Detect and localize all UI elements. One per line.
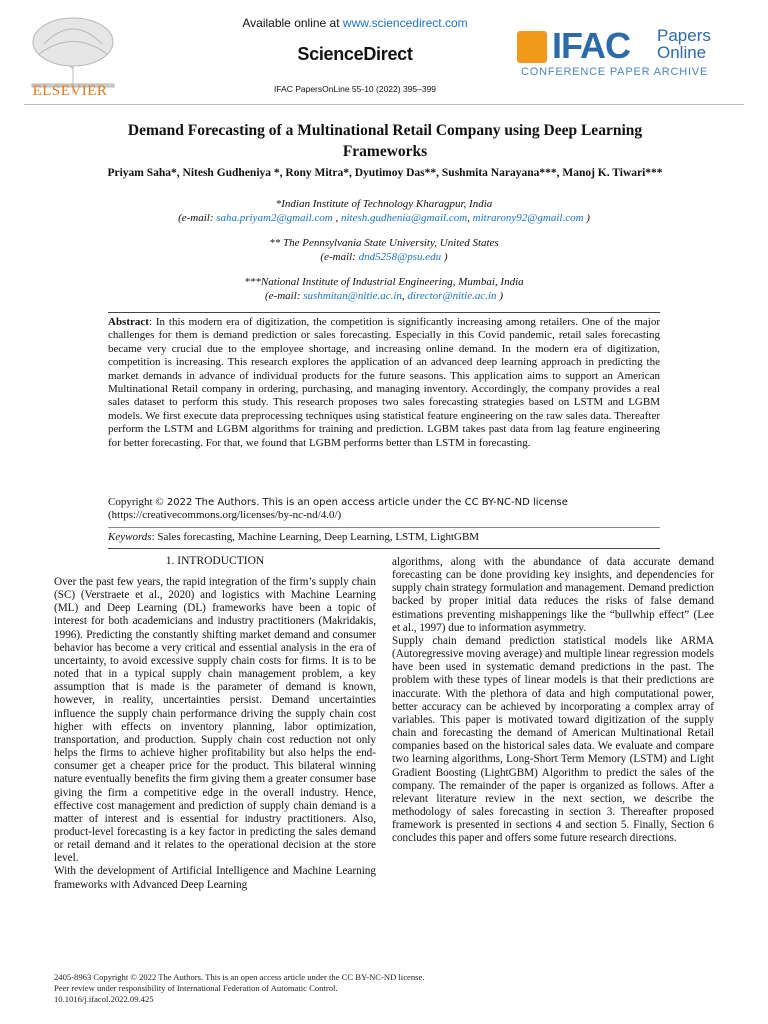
elsevier-wordmark: ELSEVIER — [32, 83, 108, 99]
email-link[interactable]: nitesh.gudhenia@gmail.com — [340, 212, 468, 224]
email-link[interactable]: saha.priyam2@gmail.com — [216, 212, 333, 224]
affiliation-institution: *Indian Institute of Technology Kharagpur, India — [275, 198, 493, 210]
affiliation-1 — [84, 197, 684, 225]
affiliation-emails: (e-mail: sushmitan@nitie.ac.in, director@nitie.ac.in ) — [265, 290, 503, 302]
left-column — [54, 576, 376, 892]
email-prefix: (e-mail: — [320, 251, 359, 263]
ifac-online: Online — [657, 43, 707, 62]
footer-copyright: 2405-8963 Copyright © 2022 The Authors. This is an open access article under the CC BY-NC-ND license. — [54, 972, 425, 982]
email-suffix: ) — [583, 212, 590, 224]
available-prefix: Available online at — [242, 16, 343, 30]
ifac-papers: Papers — [657, 26, 711, 45]
ifac-papers-online — [657, 27, 711, 61]
keywords-label: Keywords — [108, 531, 152, 543]
journal-reference: IFAC PapersOnLine 55-10 (2022) 395–399 — [273, 84, 437, 94]
abstract-text: : In this modern era of digitization, the competition is significantly increasing among retailers. One of the major challenges for them is demand prediction or sales forecasting. Especially in this Covid pandemic, retail sales forecasting became very crucial due to the employee shortage, and increasing online demand. In the modern era of digitization, competition is increasing. This research explores the application of an advanced deep learning approach in predicting the market demands in advance of individual products for the future seasons. This application aims to support an American Multinational Retail company in ordering, purchasing, and managing inventory. Accordingly, the company provides a real sales dataset to perform this study. This research proposes two sales forecasting strategies based on LSTM and LGBM models. We first execute data preprocessing techniques using statistical feature engineering on the raw sales data. Thereafter perform the LSTM and LGBM algorithms for training and prediction. LGBM takes past data from lag feature engineering for better forecasting. For that, we found that LGBM performs better than LSTM in forecasting. — [108, 316, 660, 449]
abstract-bottom-rule — [108, 548, 660, 549]
abstract-label: Abstract — [108, 316, 149, 328]
abstract — [108, 316, 660, 450]
email-prefix: (e-mail: — [265, 290, 304, 302]
affiliation-institution: ***National Institute of Industrial Engineering, Mumbai, India — [244, 276, 524, 288]
available-online-line — [200, 16, 510, 30]
keywords-list: : Sales forecasting, Machine Learning, Deep Learning, LSTM, LightGBM — [151, 531, 480, 543]
email-link[interactable]: mitrarony92@gmail.com — [472, 212, 584, 224]
copyright-text: 2022 The Authors. This is an open access article under the CC BY-NC-ND license — [163, 497, 568, 508]
section-heading-introduction: 1. INTRODUCTION — [165, 555, 265, 567]
paper-title: Demand Forecasting of a Multinational Retail Company using Deep Learning Frameworks — [127, 122, 643, 160]
affiliation-emails: (e-mail: saha.priyam2@gmail.com , nitesh.gudhenia@gmail.com, mitrarony92@gmail.com ) — [178, 212, 590, 224]
sciencedirect-brand: ScienceDirect — [297, 44, 413, 64]
footer-doi[interactable]: 10.1016/j.ifacol.2022.09.425 — [54, 994, 154, 1004]
ifac-emblem-icon — [517, 31, 547, 63]
author-list: Priyam Saha*, Nitesh Gudheniya *, Rony Mitra*, Dyutimoy Das**, Sushmita Narayana***, Manoj K. Tiwari*** — [107, 167, 663, 179]
keywords — [108, 531, 660, 543]
email-link[interactable]: dnd5258@psu.edu — [358, 251, 442, 263]
email-link[interactable]: sushmitan@nitie.ac.in — [303, 290, 402, 302]
affiliation-2 — [84, 236, 684, 264]
license-link[interactable]: (https://creativecommons.org/licenses/by-nc-nd/4.0/) — [108, 509, 342, 522]
paragraph: With the development of Artificial Intelligence and Machine Learning frameworks with Advanced Deep Learning — [54, 865, 376, 891]
affiliation-institution: ** The Pennsylvania State University, United States — [269, 237, 499, 249]
paragraph: Supply chain demand prediction statistical models like ARMA (Autoregressive moving average) and multiple linear regression models have been used in systematic demand predictions in the past. The problem with these types of linear models is that their predictions are inaccurate. With the plethora of data and high computational power, better accuracy can be achieved by incorporating a complex array of variables. This paper is motivated toward digitization of the supply chain and forecasting the demand of American Multinational Retail companies based on the historical sales data. We evaluate and compare two learning algorithms, Long-Short Term Memory (LSTM) and Light Gradient Boosting (LightGBM) Algorithm to predict the sales of the company. The remainder of the paper is organized as follows. After a relevant literature review in the next section, we describe the methodology of sales forecasting in section 3. Thereafter proposed framework is presented in sections 4 and section 5. Finally, Section 6 concludes this paper and offers some future research directions. — [392, 634, 714, 845]
right-column — [392, 556, 714, 845]
email-prefix: (e-mail: — [178, 212, 217, 224]
keywords-rule — [108, 527, 660, 528]
affiliation-emails — [84, 250, 684, 264]
footer — [54, 972, 424, 1005]
email-suffix: ) — [496, 290, 503, 302]
header-divider — [24, 104, 744, 105]
copyright-notice — [108, 496, 660, 523]
abstract-top-rule — [108, 312, 660, 313]
sciencedirect-link[interactable]: www.sciencedirect.com — [342, 16, 468, 30]
email-suffix: ) — [441, 251, 448, 263]
paragraph: algorithms, along with the abundance of data accurate demand forecasting can be done providing key insights, and dependencies for supply chain strategy formulation and management. Demand prediction backed by proper initial data reduces the risks of false demand estimations preventing mishappenings like the “bullwhip effect” (Lee et al., 1997) due to information asymmetry. — [392, 556, 714, 634]
ifac-archive-tagline: CONFERENCE PAPER ARCHIVE — [521, 66, 709, 78]
paragraph: Over the past few years, the rapid integration of the firm’s supply chain (SC) (Verstraete et al., 2020) and logistics with Machine Learning (ML) and Deep Learning (DL) frameworks have been a topic of interest for both academicians and industry practitioners (Makridakis, 1996). Predicting the constantly shifting market demand and consumer behavior has become a very critical and essential analysis in the era of uncertainty, to avoid excessive supply chain costs for firms. It is to be noted that in a typical supply chain management problem, a key assumption that is made is the parameter of demand is known, however, in reality, uncertainties persist. Demand uncertainties influence the supply chain performance driving the supply chain cost higher with effects on inventory planning, labor optimization, transportation, and production. Supply chain cost reduction not only helps the firms to achieve higher profitability but also helps the end-consumer get a cheaper price for the product. This bilateral winning nature eventually benefits the firm giving them a greater consumer base giving the firm a competitive edge in the overall industry. Hence, effective cost management and prediction of supply chain demand is a matter of interest and is essential for industry practitioners. Also, product-level forecasting is a key factor in predicting the sales demand or retail demand and it relates to the operational decision at the store level. — [54, 576, 376, 865]
email-link[interactable]: director@nitie.ac.in — [407, 290, 497, 302]
ifac-logo: IFAC — [552, 25, 631, 66]
copyright-label: Copyright © — [108, 496, 164, 508]
footer-peer-review: Peer review under responsibility of International Federation of Automatic Control. — [54, 983, 338, 993]
affiliation-3 — [84, 275, 684, 303]
